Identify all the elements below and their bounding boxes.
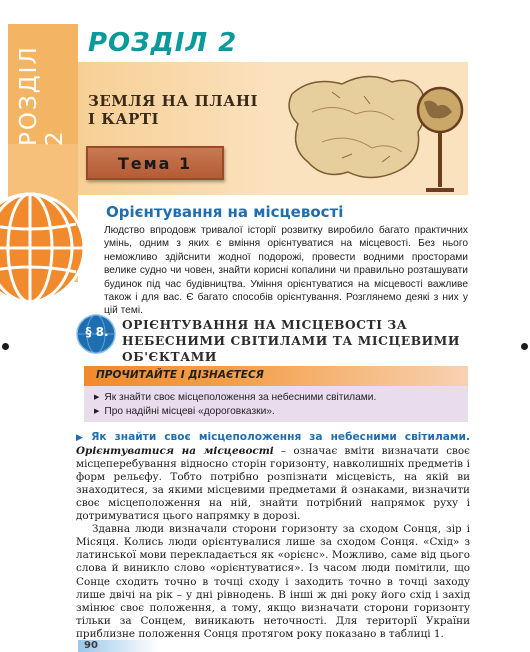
list-item: ▶ Про надійні місцеві «дороговказки». bbox=[94, 405, 376, 419]
page-number: 90 bbox=[84, 640, 98, 651]
subtopic-title: Орієнтування на місцевості bbox=[106, 203, 344, 221]
topic-label: Тема 1 bbox=[117, 153, 193, 173]
paragraph-title: ОРІЄНТУВАННЯ НА МІСЦЕВОСТІ ЗА НЕБЕСНИМИ СВІТИЛАМИ ТА МІСЦЕВИМИ ОБ'ЄКТАМИ bbox=[122, 318, 460, 364]
read-learn-list bbox=[94, 391, 376, 419]
paragraph-heading bbox=[74, 312, 474, 364]
body-paragraph: Здавна люди визначали сторони горизонту за сходом Сонця, зір і Місяця. Колись люди орієнтувалися лише за сходом Сонця. «Схід» з латинської мови перекладається як «орієнс». Можливо, саме від цього слова й виникло слово «орієнтуватися». Із часом люди помітили, що Сонце сходить точно в точці сходу і заходить точно в точці заходу лише двічі на рік – у дні рівнодень. В інші ж дні року його схід і захід змінює своє положення, а тому, якщо визначати сторони горизонту тільки за Сонцем, виникають неточності. Для території України приблизне положення Сонця протягом року показано в таблиці 1. bbox=[76, 523, 470, 640]
chapter-title: ЗЕМЛЯ НА ПЛАНІ І КАРТІ bbox=[88, 92, 259, 128]
section-title: РОЗДІЛ 2 bbox=[88, 28, 238, 58]
intro-text: Людство впродовж тривалої історії розвитку виробило багато практичних умінь, одним з яких є вміння орієнтуватися на місцевості. Без нього неможливо здійснити жодної подорожі, провести водними просторами велике судно чи човен, знайти корисні копалини чи правильно розташувати будинок під час будівництва. Уміння орієнтуватися на місцевості важливе також і для вас. Є багато способів орієнтування. Розглянемо деякі з них у цій темі. bbox=[104, 225, 468, 317]
lead-heading: Як знайти своє місцеположення за небесними світилами. bbox=[91, 431, 470, 443]
scan-hole bbox=[2, 343, 9, 350]
body-paragraph bbox=[76, 431, 470, 523]
read-learn-bar bbox=[84, 366, 468, 386]
body-text-run: – означає вміти визначати своє місцеперебування відносно сторін горизонту, навколишніх предметів і форм рельєфу. Тобто потрібно розпізнати місцевість, на якій ви знаходитеся, за якими місцевими предметами й ознаками, визначити своє місцеположення на ній, знайти потрібний напрямок руху і дотримуватися цього напрямку в дорозі. bbox=[76, 445, 470, 523]
scan-hole bbox=[521, 343, 528, 350]
topic-tab bbox=[86, 146, 224, 180]
body-text bbox=[76, 431, 470, 641]
world-map-icon bbox=[272, 62, 468, 195]
term: Орієнтуватися на місцевості bbox=[76, 445, 274, 458]
list-item: ▶ Як знайти своє місцеположення за небесними світилами. bbox=[94, 391, 376, 405]
paragraph-number: § 8. bbox=[85, 325, 109, 339]
read-learn-heading: ПРОЧИТАЙТЕ І ДІЗНАЄТЕСЯ bbox=[96, 369, 264, 381]
globe-icon bbox=[0, 188, 90, 308]
bullet-arrow-icon: ▶ bbox=[76, 433, 88, 443]
side-section-label: РОЗДІЛ 2 bbox=[16, 45, 68, 146]
